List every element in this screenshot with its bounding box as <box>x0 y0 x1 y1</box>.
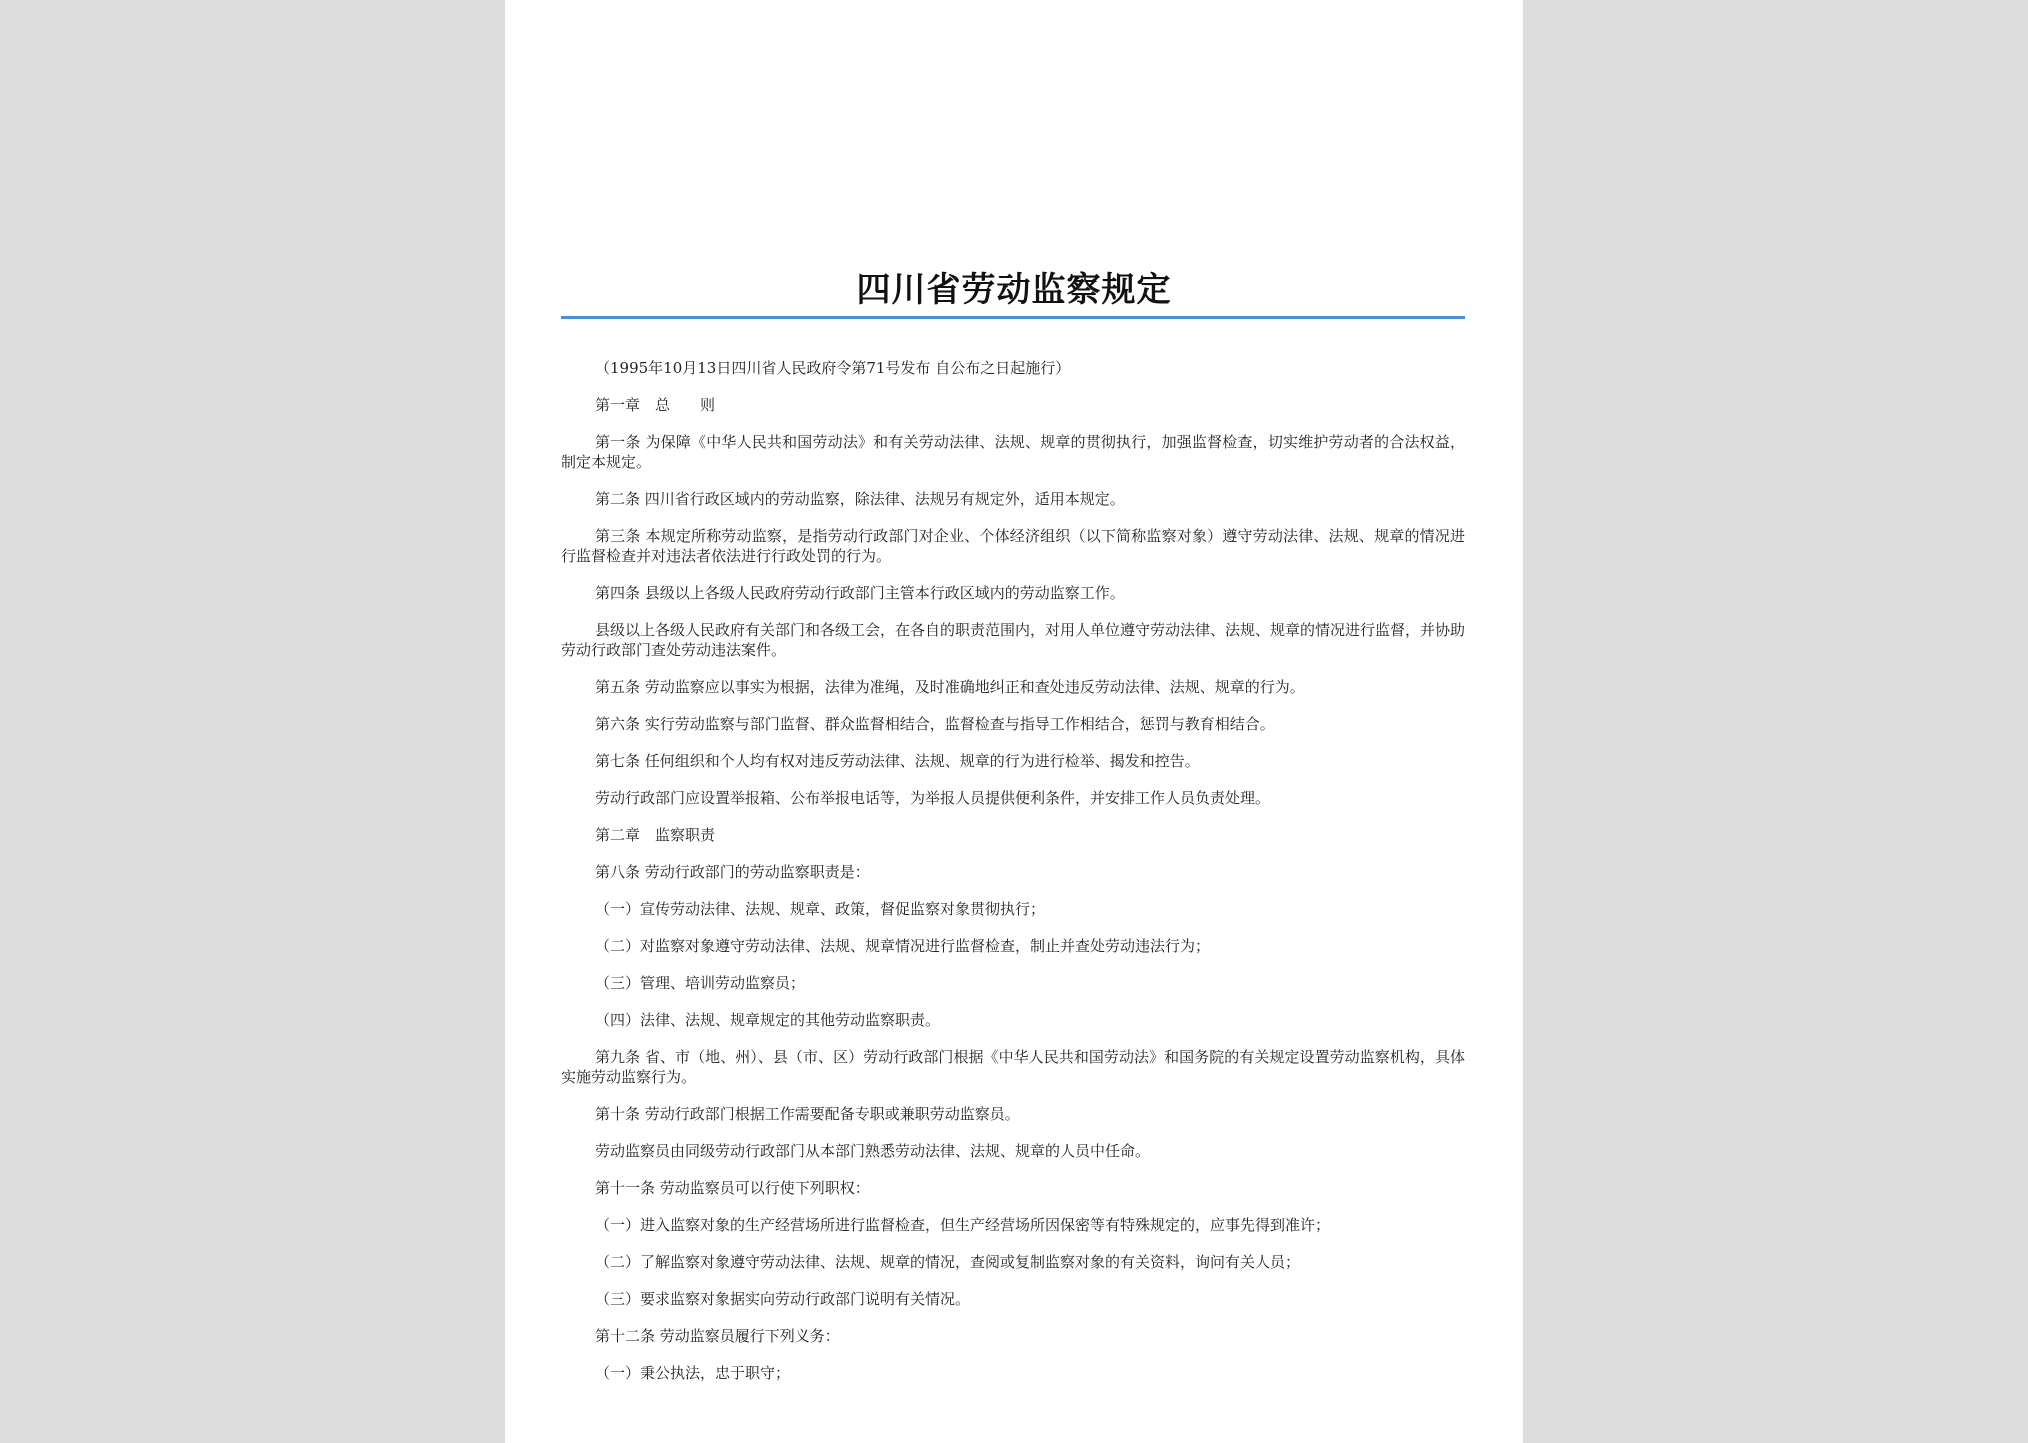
article-paragraph: 第三条 本规定所称劳动监察，是指劳动行政部门对企业、个体经济组织（以下简称监察对象）遵守劳动法律、法规、规章的情况进行监督检查并对违法者依法进行行政处罚的行为。 <box>561 527 1465 565</box>
title-divider <box>561 316 1465 319</box>
article-paragraph: 第十一条 劳动监察员可以行使下列职权： <box>595 1179 870 1197</box>
list-item: （二）对监察对象遵守劳动法律、法规、规章情况进行监督检查，制止并查处劳动违法行为； <box>595 937 1211 955</box>
document-body <box>561 358 1465 1400</box>
article-paragraph: 第五条 劳动监察应以事实为根据，法律为准绳，及时准确地纠正和查处违反劳动法律、法规、规章的行为。 <box>595 678 1305 696</box>
list-item: （三）管理、培训劳动监察员； <box>595 974 806 992</box>
article-paragraph: 劳动监察员由同级劳动行政部门从本部门熟悉劳动法律、法规、规章的人员中任命。 <box>595 1142 1151 1160</box>
document-page <box>505 0 1523 1443</box>
list-item: （三）要求监察对象据实向劳动行政部门说明有关情况。 <box>595 1290 971 1308</box>
list-item: （二）了解监察对象遵守劳动法律、法规、规章的情况，查阅或复制监察对象的有关资料，询问有关人员； <box>595 1253 1301 1271</box>
article-paragraph: 第一条 为保障《中华人民共和国劳动法》和有关劳动法律、法规、规章的贯彻执行，加强监督检查，切实维护劳动者的合法权益，制定本规定。 <box>561 433 1465 471</box>
list-item: （一）宣传劳动法律、法规、规章、政策，督促监察对象贯彻执行； <box>595 900 1046 918</box>
article-paragraph: 劳动行政部门应设置举报箱、公布举报电话等，为举报人员提供便利条件，并安排工作人员负责处理。 <box>595 789 1271 807</box>
article-paragraph: 县级以上各级人民政府有关部门和各级工会，在各自的职责范围内，对用人单位遵守劳动法律、法规、规章的情况进行监督，并协助劳动行政部门查处劳动违法案件。 <box>561 621 1466 659</box>
chapter-heading: 第一章 总 则 <box>595 396 716 414</box>
article-paragraph: 第十条 劳动行政部门根据工作需要配备专职或兼职劳动监察员。 <box>595 1105 1020 1123</box>
list-item: （一）进入监察对象的生产经营场所进行监督检查，但生产经营场所因保密等有特殊规定的，应事先得到准许； <box>595 1216 1331 1234</box>
article-paragraph: 第九条 省、市（地、州）、县（市、区）劳动行政部门根据《中华人民共和国劳动法》和国务院的有关规定设置劳动监察机构，具体实施劳动监察行为。 <box>561 1048 1465 1086</box>
article-paragraph: 第二条 四川省行政区域内的劳动监察，除法律、法规另有规定外，适用本规定。 <box>595 490 1125 508</box>
chapter-heading: 第二章 监察职责 <box>595 826 716 844</box>
list-item: （一）秉公执法，忠于职守； <box>595 1364 791 1382</box>
subtitle: （1995年10月13日四川省人民政府令第71号发布 自公布之日起施行） <box>595 359 1071 377</box>
document-title: 四川省劳动监察规定 <box>856 270 1172 310</box>
list-item: （四）法律、法规、规章规定的其他劳动监察职责。 <box>595 1011 941 1029</box>
article-paragraph: 第四条 县级以上各级人民政府劳动行政部门主管本行政区域内的劳动监察工作。 <box>595 584 1125 602</box>
article-paragraph: 第八条 劳动行政部门的劳动监察职责是： <box>595 863 870 881</box>
article-paragraph: 第七条 任何组织和个人均有权对违反劳动法律、法规、规章的行为进行检举、揭发和控告。 <box>595 752 1200 770</box>
article-paragraph: 第十二条 劳动监察员履行下列义务： <box>595 1327 840 1345</box>
article-paragraph: 第六条 实行劳动监察与部门监督、群众监督相结合，监督检查与指导工作相结合，惩罚与教育相结合。 <box>595 715 1275 733</box>
